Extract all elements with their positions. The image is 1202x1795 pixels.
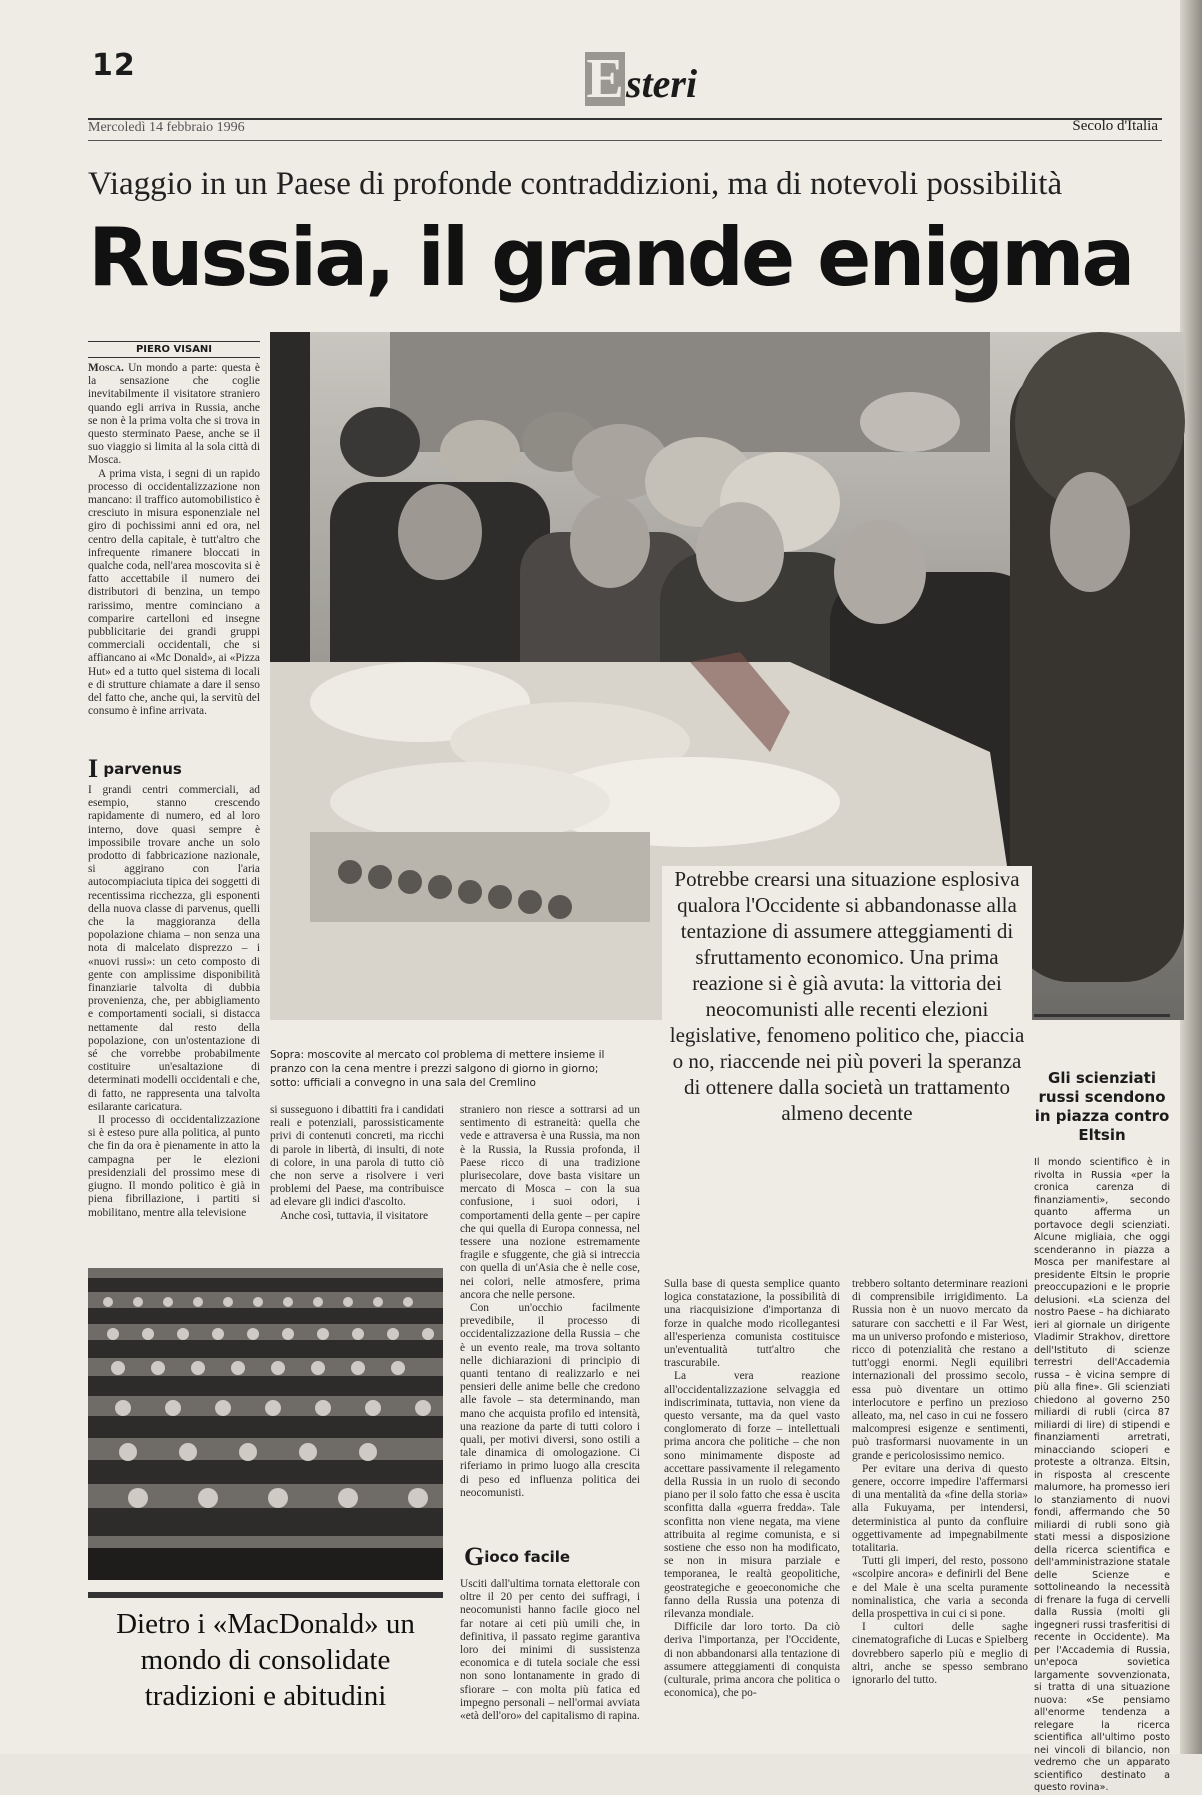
dateline-city: Mosca.	[88, 362, 124, 374]
column-4	[664, 1278, 840, 1740]
article-kicker: Viaggio in un Paese di profonde contraddizioni, ma di notevoli possibilità	[88, 166, 1063, 202]
column-1-bottom	[88, 784, 260, 1274]
kremlin-photo-image	[88, 1268, 443, 1580]
sidebar-body: Il mondo scientifico è in rivolta in Russia «per la cronica carenza di finanziamenti», secondo quanto afferma un portavoce degli scienziati. Alcune migliaia, che oggi scenderanno in piazza a Mosca per manifestare al presidente Eltsin le proprie preoccupazioni e le proprie delusioni. «La scienza del nostro Paese – ha dichiarato ieri al giornale un dirigente Vladimir Strakhov, direttore dell'Istituto di scienze terrestri dell'Accademia russa – è vicina sempre di più alla fine». Gli scienziati chiedono al governo 250 miliardi di rubli (circa 87 miliardi di lire) di stipendi e finanziamenti arretrati, minacciando scioperi e proteste a oltranza. Eltsin, in risposta al crescente malumore, ha promesso ieri lo stanziamento di nuovi fondi, affermando che 50 miliardi di rubli sono già stati messi a disposizione della ricerca scientifica e dell'amministrazione statale delle Scienze e sottolineando la necessità di frenare la fuga di cervelli dalla Russia (molti gli ingegneri russi trasferitisi di recente in Occidente). Ma per l'Accademia di Russia, un'epoca sovietica largamente sovvenzionata, si tratta di una situazione nuova: «Se pensiamo all'enorme tendenza a relegare la ricerca scientifica all'ultimo posto nei vincoli di bilancio, non vedremo che un apparato scientifico destinato a questo rovina».	[1034, 1157, 1170, 1793]
article-headline: Russia, il grande enigma	[88, 211, 1133, 304]
issue-date: Mercoledì 14 febbraio 1996	[88, 120, 245, 135]
paragraph: Un mondo a parte: questa è la sensazione che coglie inevitabilmente il visitatore straniero quando egli arriva in Russia, anche se non è la prima volta che si trova in questo sterminato Paese, anche se il suo viaggio si limita al la sola città di Mosca.	[88, 362, 260, 467]
pullquote: Potrebbe crearsi una situazione esplosiva qualora l'Occidente si abbandonasse alla tentazione di assumere atteggiamenti di sfruttamento economico. Una prima reazione si è già avuta: la vittoria dei neocomunisti alle recenti elezioni legislative, fenomeno politico che, piaccia o no, riaccende nei più poveri la speranza di ottenere dalla società un trattamento almeno decente	[662, 866, 1032, 1256]
column-3-bottom	[460, 1578, 640, 1740]
paragraph: trebbero soltanto determinare reazioni di comprensibile irrigidimento. La Russia non è un nuovo mercato da saturare con sacchetti e il Far West, ma un universo profondo e misterioso, ricco di potenzialità che restano a tutt'oggi enormi. Negli equilibri internazionali del prossimo secolo, essa può diventare un ottimo interlocutore e perfino un prezioso alleato, ma, nel caso in cui ne fossero malcompresi esigenze e sentimenti, può trasformarsi nuovamente in un grande e pericolosissimo nemico.	[852, 1278, 1028, 1462]
column-5	[852, 1278, 1028, 1740]
subhead-parvenus: I parvenus	[88, 754, 182, 783]
paragraph: Con un'occhio facilmente prevedibile, il processo di occidentalizzazione della Russia – che è un evento reale, ma trova soltanto nelle dichiarazioni di principio di quanti tentano di realizzarlo e nei pensieri delle anime belle che credono alle favole – sta determinando, man mano che acquista profilo ed intensità, una reazione da parte di tutti coloro i quali, per motivi diversi, sono ostili a tale dinamica di omologazione. Ci riferiamo in primo luogo alla crescita di peso ed influenza politica dei neocomunisti.	[460, 1302, 640, 1499]
paragraph: straniero non riesce a sottrarsi ad un sentimento di estraneità: quella che vede e attraversa è una Russia, ma non è la Russia, la Russia profonda, il Paese ricco di una tradizione plurisecolare, dove basta visitare un mercato di Mosca – con la sua confusione, i suoi odori, i comportamenti della gente – per capire che qui quella di Europa connessa, nel tessere una nozione estremamente fragile e sfuggente, che già si intreccia con quella di un'Asia che è nelle cose, nei colori, nelle atmosfere, prima ancora che nelle persone.	[460, 1104, 640, 1301]
paragraph: Sulla base di questa semplice quanto logica constatazione, la possibilità di una riacquisizione d'importanza di forze in qualche modo ricollegantesi all'esperienza comunista costituisce un'eventualità tutt'altro che trascurabile.	[664, 1278, 840, 1370]
paragraph: La vera reazione all'occidentalizzazione selvaggia ed indiscriminata, tuttavia, non viene da questo versante, ma da quel vasto conglomerato di forze – intellettuali prima ancora che politiche – che non sono minimamente disposte ad accettare passivamente il relegamento della Russia in un ruolo di secondo piano per il solo fatto che essa è uscita sconfitta dalla «guerra fredda». Tale sconfitta non viene negata, ma viene attribuita al regime comunista, e si sostiene che esso non ha modificato, se non in misura parziale e temporanea, le realtà geopolitiche, geostrategiche e geoeconomiche che fanno della Russia una potenza di rilevanza mondiale.	[664, 1370, 840, 1621]
paragraph: A prima vista, i segni di un rapido processo di occidentalizzazione non mancano: il traffico automobilistico è cresciuto in misura esponenziale nel giro di pochissimi anni ed ora, nel centro della capitale, è tutt'altro che infrequente rimanere bloccati in qualche coda, nell'area moscovita si è fatto accettabile il numero dei distributori di benzina, un tempo rarissimo, mentre cominciano a comparire cartelloni ed insegne pubblicitarie dei grandi gruppi commerciali occidentali, che si affiancano ai «Mc Donald», ai «Pizza Hut» ed a tutto quel sistema di locali e di strutture chiamate a dare il senso del fatto che, anche qui, la servitù del consumo è infine arrivata.	[88, 467, 260, 718]
paragraph: Difficile dar loro torto. Da ciò deriva l'importanza, per l'Occidente, di non abbandonarsi alla tentazione di assumere atteggiamenti di conquista (culturale, prima ancora che politica o economica), che po-	[664, 1621, 840, 1700]
secondary-headline: Dietro i «MacDonald» un mondo di consolidate tradizioni e abitudini	[88, 1592, 443, 1756]
subhead-gioco-facile: Gioco facile	[464, 1542, 571, 1571]
paragraph: Per evitare una deriva di questo genere, occorre impedire l'affermarsi di una mentalità da «fine della storia» alla Fukuyama, per intendersi, deterministica al punto da confluire oggettivamente ad impegnabilmente totalitaria.	[852, 1462, 1028, 1555]
sidebar-scientists	[1034, 1014, 1170, 1793]
paragraph: Tutti gli imperi, del resto, possono «scolpire ancora» e definirli del Bene e del Male è una scelta puramente nominalistica, che varia a seconda della prospettiva in cui ci si pone.	[852, 1555, 1028, 1621]
page-number: 12	[92, 48, 136, 83]
paragraph: Usciti dall'ultima tornata elettorale con oltre il 20 per cento dei suffragi, i neocomunisti hanno facile gioco nel far notare ai ceti più umili che, in definitiva, il passato regime garantiva loro dei minimi di sussistenza economica e di tutela sociale che essi non sono lontanamente in grado di sfiorare – con molta più fatica ed impegno personali – nell'ormai avviata «età dell'oro» del capitalismo di rapina.	[460, 1578, 640, 1723]
section-logo-text: steri	[626, 61, 698, 106]
section-logo	[585, 48, 698, 110]
column-3-top	[460, 1104, 640, 1550]
photo-kremlin	[88, 1268, 443, 1580]
column-2-top	[270, 1104, 444, 1284]
date-rule	[88, 140, 1162, 141]
photo-caption: Sopra: moscovite al mercato col problema di mettere insieme il pranzo con la cena mentre i prezzi salgono di giorno in giorno; sotto: ufficiali a convegno in una sala del Cremlino	[270, 1049, 605, 1089]
newspaper-name: Secolo d'Italia	[1072, 118, 1158, 134]
sidebar-title: Gli scienziati russi scendono in piazza contro Eltsin	[1034, 1069, 1170, 1144]
paragraph: si susseguono i dibattiti fra i candidati reali e potenziali, parossisticamente privi di contenuti concreti, ma ricchi di parole in libertà, di insulti, di note di colore, in una parola di tutto ciò che non serve a risolvere i veri problemi del Paese, ma contribuisce ad elevare gli indici d'ascolto.	[270, 1104, 444, 1209]
paragraph: Anche così, tuttavia, il visitatore	[280, 1209, 429, 1222]
paragraph: Il processo di occidentalizzazione si è esteso pure alla politica, al punto che fin da ora è pienamente in atto la campagna per le elezioni presidenziali del prossimo mese di giugno. Il mondo politico è già in piena fibrillazione, i partiti si mobilitano, mentre alla televisione	[88, 1114, 260, 1219]
header-rule	[88, 118, 1162, 120]
paragraph: I grandi centri commerciali, ad esempio, stanno crescendo rapidamente di numero, ed al loro interno, dove quasi sempre è impossibile trovare anche un solo prodotto di fabbricazione nazionale, si aggirano con l'aria autocompiaciuta tipica dei soggetti di recentissima ricchezza, gli esponenti della nuova classe di parvenus, quelli che la maggioranza della popolazione chiama – non senza una nota di malcelato disprezzo – i «nuovi russi»: un ceto composto di gente con amplissime disponibilità finanziarie talvolta di dubbia provenienza, che, per abbigliamento e comportamenti sociali, si distacca nettamente dal resto della popolazione, con un'ostentazione di sé che vorrebbe probabilmente costituire un'esaltazione di determinati modelli occidentali e che, di fatto, ne rappresenta una talvolta esilarante caricatura.	[88, 784, 260, 1113]
section-logo-initial: E	[586, 48, 624, 110]
byline: PIERO VISANI	[88, 341, 260, 358]
paragraph: I cultori delle saghe cinematografiche di Lucas e Spielberg dovrebbero saperlo più e meglio di altri, anche se spesso sembrano ignorarlo del tutto.	[852, 1621, 1028, 1687]
column-1-top	[88, 362, 260, 742]
